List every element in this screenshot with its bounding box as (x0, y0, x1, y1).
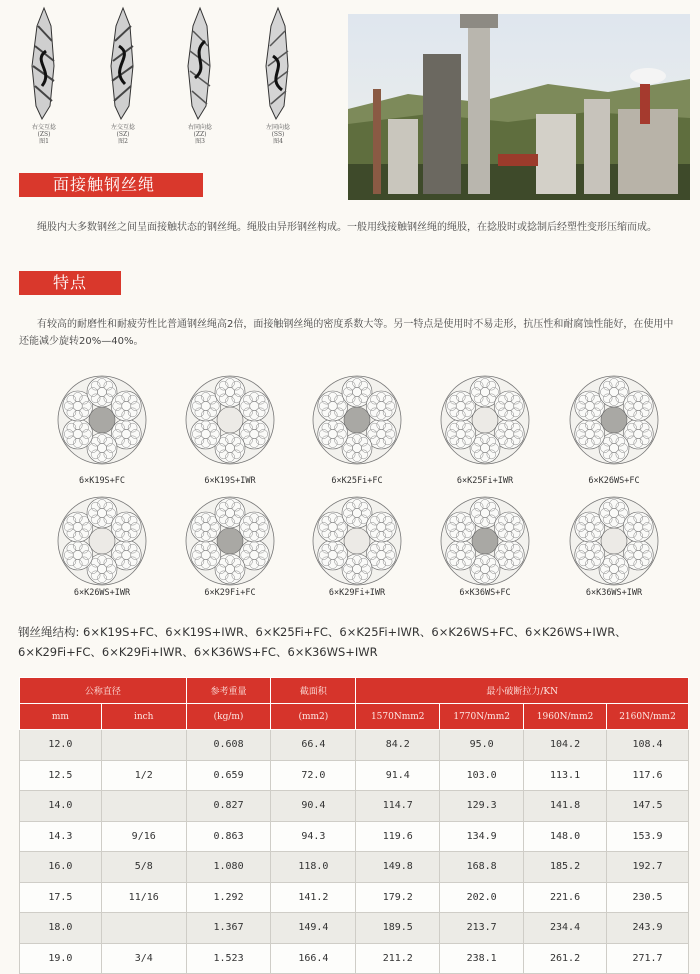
rope-cross-section-icon (311, 374, 403, 466)
rope-cross-section-icon (184, 495, 276, 587)
cement-plant-photo (348, 14, 690, 200)
table-cell: 95.0 (440, 730, 524, 761)
lay-label: 左交互捻 (110, 124, 135, 131)
lay-fig-no: 图3 (195, 138, 205, 145)
table-cell: 179.2 (356, 882, 440, 913)
table-cell: 189.5 (356, 913, 440, 944)
table-cell: 238.1 (440, 943, 524, 974)
subheader-cell: (mm2) (271, 704, 356, 730)
rope-cross-section-icon (184, 374, 276, 466)
subheader-cell: 2160N/mm2 (607, 704, 689, 730)
table-cell: 211.2 (356, 943, 440, 974)
table-cell: 147.5 (607, 791, 689, 822)
rope-cross-section-icon (439, 374, 531, 466)
section-features-text: 有较高的耐磨性和耐疲劳性比普通钢丝绳高2倍，面接触钢丝绳的密度系数大等。另一特点是使用时不易走形，抗压性和耐腐蚀性能好，在使用中还能减少旋转20%—40%。 (19, 319, 674, 347)
table-cell: 168.8 (440, 852, 524, 883)
table-cell: 19.0 (20, 943, 102, 974)
table-cell: 0.608 (186, 730, 271, 761)
lay-label: 右同向捻 (187, 124, 212, 131)
header-breaking-force: 最小破断拉力/KN (356, 678, 689, 704)
table-cell: 1/2 (101, 760, 186, 791)
table-cell: 141.8 (524, 791, 607, 822)
table-cell: 141.2 (271, 882, 356, 913)
rope-label: 6×K36WS+IWR (585, 588, 643, 598)
table-cell (101, 913, 186, 944)
table-cell: 119.6 (356, 821, 440, 852)
table-cell (101, 791, 186, 822)
subheader-cell: (kg/m) (186, 704, 271, 730)
table-cell: 230.5 (607, 882, 689, 913)
rope-label: 6×K36WS+FC (459, 588, 511, 598)
table-subheader-row (20, 704, 689, 730)
table-cell: 129.3 (440, 791, 524, 822)
rope-label: 6×K25Fi+FC (331, 476, 383, 486)
subheader-cell: 1770N/mm2 (440, 704, 524, 730)
table-cell: 202.0 (440, 882, 524, 913)
rope-cross-section-icon (568, 495, 660, 587)
table-cell: 91.4 (356, 760, 440, 791)
table-cell: 3/4 (101, 943, 186, 974)
lay-fig-no: 图4 (273, 138, 283, 145)
rope-structure-line-2: 6×K29Fi+FC、6×K29Fi+IWR、6×K36WS+FC、6×K36WS+IWR (18, 645, 378, 659)
section-heading-features: 特点 (19, 271, 121, 295)
table-cell: 94.3 (271, 821, 356, 852)
rope-structure-line-1: 钢丝绳结构: 6×K19S+FC、6×K19S+IWR、6×K25Fi+FC、6×K25Fi+IWR、6×K26WS+FC、6×K26WS+IWR、 (18, 625, 627, 639)
table-cell: 5/8 (101, 852, 186, 883)
table-row (20, 791, 689, 822)
table-row (20, 730, 689, 761)
table-cell: 134.9 (440, 821, 524, 852)
header-weight: 参考重量 (186, 678, 271, 704)
rope-label: 6×K19S+IWR (204, 476, 256, 486)
spec-table (19, 677, 689, 974)
table-cell: 12.5 (20, 760, 102, 791)
header-diameter: 公称直径 (20, 678, 187, 704)
table-cell: 9/16 (101, 821, 186, 852)
lay-fig-no: 图2 (118, 138, 128, 145)
table-cell: 243.9 (607, 913, 689, 944)
table-cell: 148.0 (524, 821, 607, 852)
rope-lay-zs-icon (24, 6, 64, 121)
table-cell (101, 730, 186, 761)
subheader-cell: 1570Nmm2 (356, 704, 440, 730)
rope-label: 6×K29Fi+FC (204, 588, 256, 598)
table-cell: 149.4 (271, 913, 356, 944)
rope-label: 6×K25Fi+IWR (456, 476, 514, 486)
table-cell: 114.7 (356, 791, 440, 822)
table-cell: 185.2 (524, 852, 607, 883)
rope-lay-zz-icon (180, 6, 220, 121)
rope-cross-section-icon (311, 495, 403, 587)
table-cell: 117.6 (607, 760, 689, 791)
table-cell: 84.2 (356, 730, 440, 761)
table-row (20, 852, 689, 883)
rope-label: 6×K26WS+IWR (73, 588, 131, 598)
table-header-row (20, 678, 689, 704)
table-cell: 108.4 (607, 730, 689, 761)
table-cell: 261.2 (524, 943, 607, 974)
table-cell: 17.5 (20, 882, 102, 913)
subheader-cell: inch (101, 704, 186, 730)
rope-lay-ss-icon (258, 6, 298, 121)
lay-code: (SS) (271, 131, 285, 138)
table-cell: 213.7 (440, 913, 524, 944)
table-cell: 1.367 (186, 913, 271, 944)
header-area: 截面积 (271, 678, 356, 704)
table-cell: 12.0 (20, 730, 102, 761)
table-cell: 11/16 (101, 882, 186, 913)
table-row (20, 821, 689, 852)
table-cell: 14.3 (20, 821, 102, 852)
table-cell: 16.0 (20, 852, 102, 883)
table-cell: 103.0 (440, 760, 524, 791)
table-cell: 1.523 (186, 943, 271, 974)
rope-cross-section-icon (56, 495, 148, 587)
table-row (20, 943, 689, 974)
rope-lay-sz-icon (103, 6, 143, 121)
rope-cross-section-icon (56, 374, 148, 466)
table-cell: 104.2 (524, 730, 607, 761)
table-row (20, 913, 689, 944)
table-cell: 221.6 (524, 882, 607, 913)
table-cell: 234.4 (524, 913, 607, 944)
lay-code: (ZS) (37, 131, 51, 138)
table-cell: 149.8 (356, 852, 440, 883)
table-cell: 0.827 (186, 791, 271, 822)
table-cell: 66.4 (271, 730, 356, 761)
table-cell: 14.0 (20, 791, 102, 822)
table-cell: 0.659 (186, 760, 271, 791)
table-cell: 1.080 (186, 852, 271, 883)
table-cell: 192.7 (607, 852, 689, 883)
table-cell: 271.7 (607, 943, 689, 974)
table-cell: 166.4 (271, 943, 356, 974)
subheader-cell: 1960N/mm2 (524, 704, 607, 730)
rope-cross-section-icon (568, 374, 660, 466)
table-cell: 18.0 (20, 913, 102, 944)
rope-label: 6×K29Fi+IWR (328, 588, 386, 598)
table-row (20, 882, 689, 913)
lay-label: 右交互捻 (31, 124, 56, 131)
section-face-contact-text: 绳股内大多数钢丝之间呈面接触状态的钢丝绳。绳股由异形钢丝构成。一般用线接触钢丝绳的绳股，在捻股时或捻制后经塑性变形压缩而成。 (37, 222, 657, 233)
lay-label: 左同向捻 (265, 124, 290, 131)
table-cell: 113.1 (524, 760, 607, 791)
rope-cross-section-icon (439, 495, 531, 587)
lay-fig-no: 图1 (39, 138, 49, 145)
lay-code: (ZZ) (193, 131, 207, 138)
table-cell: 72.0 (271, 760, 356, 791)
lay-code: (SZ) (116, 131, 130, 138)
table-row (20, 760, 689, 791)
rope-label: 6×K19S+FC (78, 476, 126, 486)
table-cell: 118.0 (271, 852, 356, 883)
subheader-cell: mm (20, 704, 102, 730)
section-heading-face-contact: 面接触钢丝绳 (19, 173, 203, 197)
table-cell: 153.9 (607, 821, 689, 852)
table-cell: 1.292 (186, 882, 271, 913)
table-cell: 90.4 (271, 791, 356, 822)
rope-label: 6×K26WS+FC (588, 476, 640, 486)
table-cell: 0.863 (186, 821, 271, 852)
